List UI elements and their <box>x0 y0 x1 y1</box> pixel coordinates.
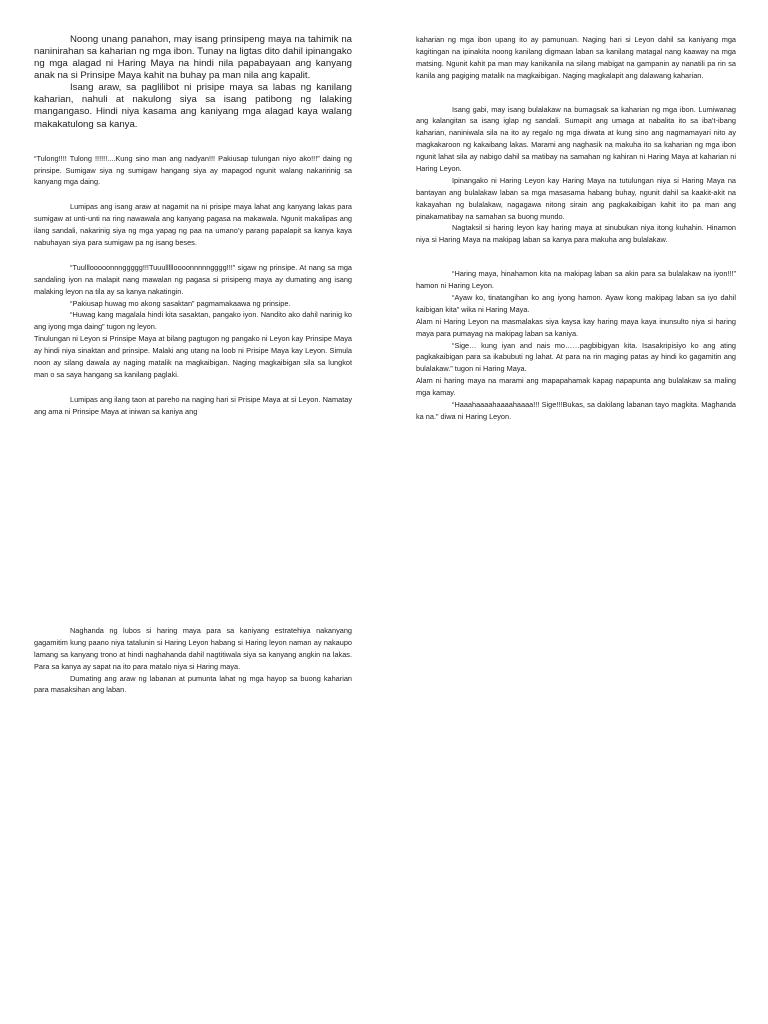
paragraph-lion-arrives: “Tuulllooooonnnggggg!!!Tuuullllloooonnnnngggg!!!” sigaw ng prinsipe. At nang sa mga sandaling iyon na malapit nang mawalan ng pagasa si prisipeng maya ay dumating ang isang malaking leyon na tila ay sa kanya nakatingin. <box>34 262 352 296</box>
paragraph-promise: Ipinangako ni Haring Leyon kay Haring Maya na tutulungan niya si Haring Maya na bantayan ang bulalakaw laban sa mga masasama habang buhay, ngunit dahil sa kaakit-akit na kakayahan ng bulalakaw, nagagawa nitong sirain ang pagkakaibigan kahit ito pa man ang pinakamatibay na samahan sa buong mundo. <box>416 175 736 221</box>
paragraph-final-call: “Haaahaaaahaaaahaaaa!!! Sige!!!Bukas, sa dakilang labanan tayo magkita. Maghanda ka na.” diwa ni Haring Leyon. <box>416 400 736 421</box>
paragraph-years-pass: Lumipas ang ilang taon at pareho na naging hari si Prisipe Maya at si Leyon. Namatay ang ama ni Prinsipe Maya at iniwan sa kaniya ang <box>34 394 352 416</box>
paragraph-acceptance: “Sige… kung iyan and nais mo……pagbibigyan kita. Isasakripisiyo ko ang ating pagkakaibigan para sa ikabubuti ng lahat. At para na rin maging patas ay hindi ko gagamitin ang bulalakaw.” tugon ni Haring Maya. <box>416 340 736 374</box>
paragraph-preparation: Naghanda ng lubos si haring maya para sa kaniyang estratehiya nakanyang gagamitim kung paano niya tatalunin si Haring Leyon habang si Haring leyon naman ay nakaupo lamang sa kanyang trono at hindi naghahanda dahil nagtitiwala siya sa kanyang angkin na lakas. Para sa kanya ay sapat na ito para matalo niya si Haring maya. <box>34 626 352 671</box>
paragraph-betrayal: Nagtaksil si haring leyon kay haring maya at sinubukan niya itong kuhahin. Hinamon niya si Haring Maya na makipag laban sa kanya para makuha ang bulalakaw. <box>416 223 736 245</box>
paragraph-lion-reply: “Huwag kang magalala hindi kita sasaktan, pangako iyon. Nandito ako dahil narinig ko ang iyong mga daing” tugon ng leyon. <box>34 310 352 332</box>
bottom-block <box>34 625 352 696</box>
paragraph-footsteps: Lumipas ang isang araw at nagamit na ni prisipe maya lahat ang kanyang lakas para sumigaw at unti-unti na ring nawawala ang kanyang pagasa na makawala. Ngunit makalipas ang ilang sandali, nakarinig siya ng mga yapag ng paa na umano’y parang papalapit sa kanya kaya nabuhayan siya para sumigaw pa ng isang beses. <box>34 202 352 247</box>
paragraph-battle-day: Dumating ang araw ng labanan at pumunta lahat ng mga hayop sa buong kaharian para masaksihan ang laban. <box>34 673 352 695</box>
paragraph-meteor: Isang gabi, may isang bulalakaw na bumagsak sa kaharian ng mga ibon. Lumiwanag ang kalangitan sa isang iglap ng sandali. Sumapit ang umaga at nabalita ito sa iba’t-ibang kaharian, naniniwala sila na ito ay regalo ng mga diwata at kung sino ang nagmamayari nito ay magkakaroon ng kakaibang lakas. Marami ang naghasik na makuha ito sa kaharian ng mga ibon ngunit lahat sila ay nabigo dahil sa matibay na samahan ng kahiran ni Haring Maya at kaharian ni Haring Leyon. <box>416 104 736 174</box>
paragraph-refusal: “Ayaw ko, tinatangihan ko ang iyong hamon. Ayaw kong makipag laban sa iyo dahil kaibigan kita” wika ni Haring Maya. <box>416 293 736 314</box>
right-column <box>416 34 736 423</box>
paragraph-insult: Alam ni Haring Leyon na masmalakas siya kaysa kay haring maya kaya inunsulto niya si haring maya para pumayag na makipag laban sa kaniya. <box>416 316 736 338</box>
paragraph-friendship: Tinulungan ni Leyon si Prinsipe Maya at bilang pagtugon ng pangako ni Leyon kay Prinsipe Maya ay hindi niya sinaktan and prinsipe. Malaki ang utang na loob ni Prisipe Maya kay Leyon. Simula noon ay silang dawala ay naging matalik na magkaibigan. Naging magkaibigan sila sa lungkot man o sa saya hangang sa kanilang paglaki. <box>34 334 352 379</box>
paragraph-kingdoms: kaharian ng mga ibon upang ito ay pamunuan. Naging hari si Leyon dahil sa kaniyang mga kagitingan na ipinakita noong kanilang digmaan laban sa kanilang matagal nang kaaway na mga matsing. Ngunit kahit pa man may kanikanila na silang mabigat na gampanin ay nanatili pa rin sa kanila ang pagiging matalik na magkaibigan. Naging magkalapit ang dalawang kaharian. <box>416 35 736 80</box>
paragraph-intro: Noong unang panahon, may isang prinsipeng maya na tahimik na naninirahan sa kaharian ng mga ibon. Tunay na ligtas dito dahil ipinangako ng mga alagad ni Haring Maya na hindi nila papabayaan ang kanyang anak na si Prinsipe Maya kahit na buhay pa man nila ang kapalit. <box>34 34 352 82</box>
paragraph-cry-for-help: “Tulong!!!! Tulong !!!!!!....Kung sino man ang nadyan!!! Pakiusap tulungan niyo ako!!!” daing ng prinsipe. Sumigaw siya ng sumigaw hangang siya ay mapagod ngunit walang nakaririnig sa kanyang mga daing. <box>34 153 352 187</box>
paragraph-capture: Isang araw, sa paglilibot ni prisipe maya sa labas ng kanilang kaharian, nahuli at nakulong siya sa isang patibong ng lalaking mangangaso. Hindi niya kasama ang kaniyang mga alagad kaya walang makakatulong sa kanya. <box>34 82 352 130</box>
left-column <box>34 34 352 418</box>
paragraph-warning: Alam ni haring maya na marami ang mapapahamak kapag napapunta ang bulalakaw sa maling mga kamay. <box>416 376 736 398</box>
paragraph-plea: “Pakiusap huwag mo akong sasaktan” pagmamakaawa ng prinsipe. <box>70 298 291 308</box>
paragraph-challenge: “Haring maya, hinahamon kita na makipag laban sa akin para sa bulalakaw na iyon!!!” hamon ni Haring Leyon. <box>416 269 736 291</box>
